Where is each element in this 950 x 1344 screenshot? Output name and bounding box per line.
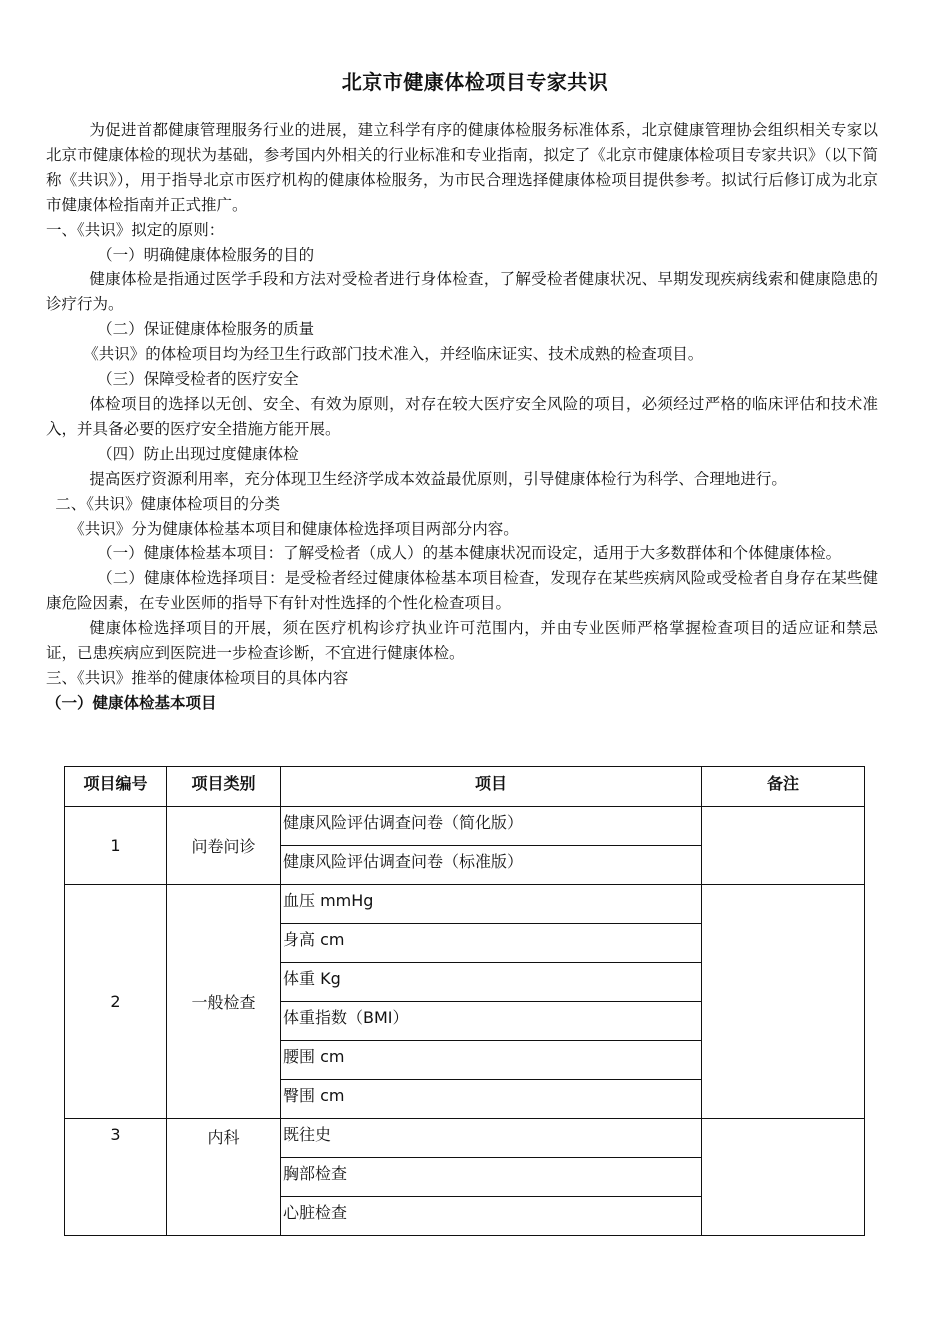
- header-category: 项目类别: [167, 767, 281, 807]
- item-cell: 既往史: [281, 1119, 702, 1158]
- header-number: 项目编号: [65, 767, 167, 807]
- section-1-1-text: 健康体检是指通过医学手段和方法对受检者进行身体检查，了解受检者健康状况、早期发现疾病线索和健康隐患的诊疗行为。: [46, 270, 878, 314]
- remark-cell: [702, 1119, 865, 1236]
- section-2-heading: 二、《共识》健康体检项目的分类: [55, 494, 281, 513]
- section-1-2-heading: （二）保证健康体检服务的质量: [97, 320, 315, 339]
- section-1-4-heading: （四）防止出现过度健康体检: [97, 444, 299, 463]
- section-2-2-text: （二）健康体检选择项目：是受检者经过健康体检基本项目检查，发现存在某些疾病风险或受检者自身存在某些健康危险因素，在专业医师的指导下有针对性选择的个性化检查项目。: [46, 569, 878, 613]
- section-2-1-text: （一）健康体检基本项目：了解受检者（成人）的基本健康状况而设定，适用于大多数群体和个体健康体检。: [97, 544, 842, 563]
- item-cell: 健康风险评估调查问卷（简化版）: [281, 807, 702, 846]
- header-remark: 备注: [702, 767, 865, 807]
- section-2-text: 《共识》分为健康体检基本项目和健康体检选择项目两部分内容。: [69, 519, 519, 538]
- item-cell: 胸部检查: [281, 1158, 702, 1197]
- item-cell: 腰围 cm: [281, 1041, 702, 1080]
- group-number: 2: [65, 885, 167, 1119]
- item-cell: 心脏检查: [281, 1197, 702, 1236]
- group-number: 1: [65, 807, 167, 885]
- section-2-3-text: 健康体检选择项目的开展，须在医疗机构诊疗执业许可范围内，并由专业医师严格掌握检查项目的适应证和禁忌证，已患疾病应到医院进一步检查诊断，不宜进行健康体检。: [46, 619, 878, 663]
- section-3-1-heading: （一）健康体检基本项目: [46, 693, 217, 712]
- intro-paragraph: 为促进首都健康管理服务行业的进展，建立科学有序的健康体检服务标准体系，北京健康管理协会组织相关专家以北京市健康体检的现状为基础，参考国内外相关的行业标准和专业指南，拟定了《北京市健康体检项目专家共识》（以下简称《共识》），用于指导北京市医疗机构的健康体检服务，为市民合理选择健康体检项目提供参考。拟试行后修订成为北京市健康体检指南并正式推广。: [46, 121, 878, 214]
- basic-items-table: [64, 766, 865, 1236]
- remark-cell: [702, 885, 865, 1119]
- table-row: [65, 885, 865, 924]
- section-1-3-heading: （三）保障受检者的医疗安全: [97, 370, 299, 389]
- table-row: [65, 807, 865, 846]
- group-number: 3: [65, 1119, 167, 1236]
- section-3-heading: 三、《共识》推举的健康体检项目的具体内容: [46, 668, 349, 687]
- section-1-1-heading: （一）明确健康体检服务的目的: [97, 245, 315, 264]
- item-cell: 体重指数（BMI）: [281, 1002, 702, 1041]
- section-1-3-text: 体检项目的选择以无创、安全、有效为原则，对存在较大医疗安全风险的项目，必须经过严格的临床评估和技术准入，并具备必要的医疗安全措施方能开展。: [46, 394, 878, 438]
- item-cell: 臀围 cm: [281, 1080, 702, 1119]
- item-cell: 健康风险评估调查问卷（标准版）: [281, 846, 702, 885]
- item-cell: 体重 Kg: [281, 963, 702, 1002]
- section-1-2-text: 《共识》的体检项目均为经卫生行政部门技术准入，并经临床证实、技术成熟的检查项目。: [83, 345, 704, 364]
- table-header-row: [65, 767, 865, 807]
- document-title: 北京市健康体检项目专家共识: [341, 70, 609, 94]
- section-1-4-text: 提高医疗资源利用率，充分体现卫生经济学成本效益最优原则，引导健康体检行为科学、合理地进行。: [89, 469, 787, 488]
- group-category: 内科: [167, 1119, 281, 1236]
- group-category: 问卷问诊: [167, 807, 281, 885]
- remark-cell: [702, 807, 865, 885]
- table-row: [65, 1119, 865, 1158]
- header-item: 项目: [281, 767, 702, 807]
- section-1-heading: 一、《共识》拟定的原则：: [46, 220, 225, 239]
- item-cell: 血压 mmHg: [281, 885, 702, 924]
- document-body: [46, 118, 878, 716]
- group-category: 一般检查: [167, 885, 281, 1119]
- item-cell: 身高 cm: [281, 924, 702, 963]
